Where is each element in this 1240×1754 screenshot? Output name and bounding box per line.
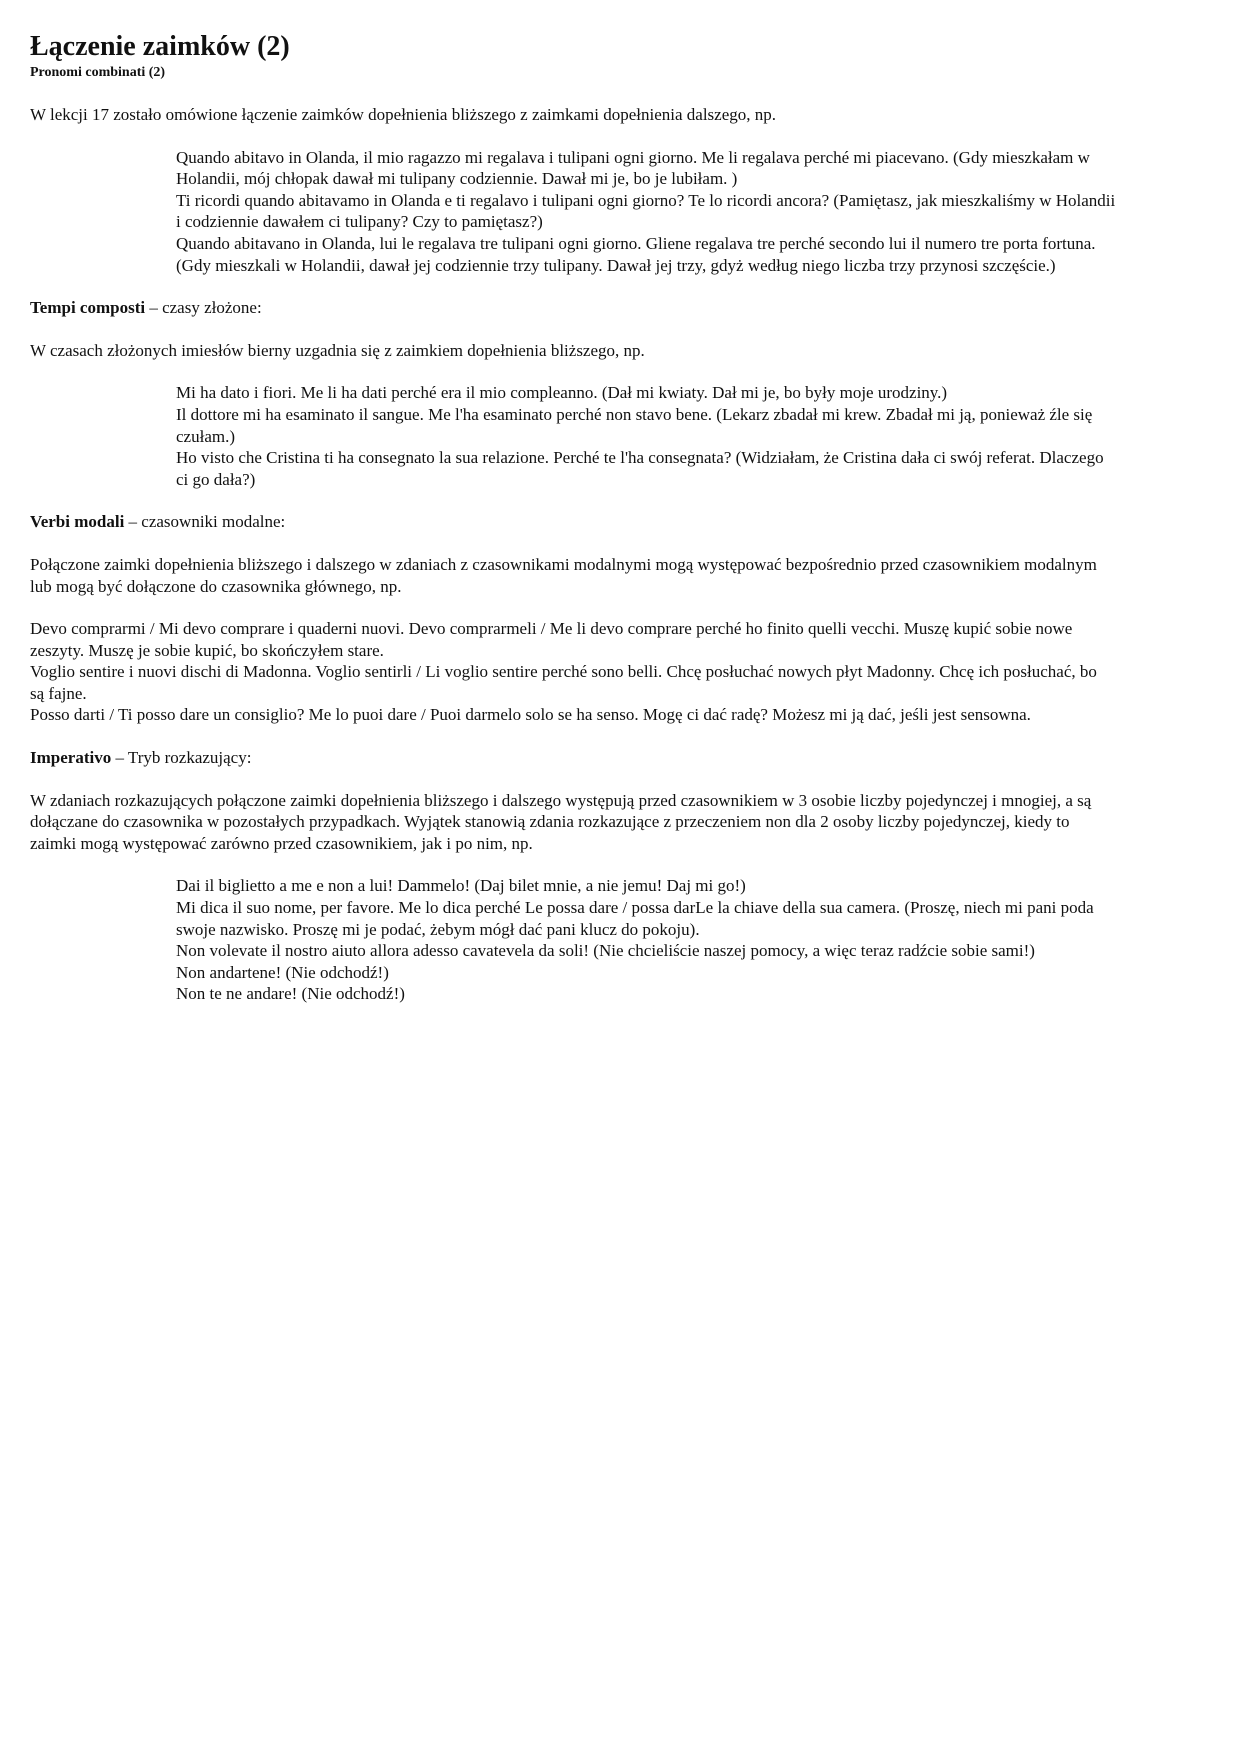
example-line: Quando abitavano in Olanda, lui le regalava tre tulipani ogni giorno. Gliene regalava tre perché secondo lui il numero tre porta fortuna. (Gdy mieszkali w Holandii, dawał jej codziennie trzy tulipany. Dawał jej trzy, gdyż według niego liczba trzy przynosi szczęście.) <box>176 233 1096 275</box>
example-line: Ho visto che Cristina ti ha consegnato la sua relazione. Perché te l'ha consegnata? (Widziałam, że Cristina dała ci swój referat. Dlaczego ci go dała?) <box>176 448 1104 489</box>
modali-examples <box>30 618 1100 726</box>
heading-term: Imperativo <box>30 748 112 768</box>
example-line: Dai il biglietto a me e non a lui! Dammelo! (Daj bilet mnie, a nie jemu! Daj mi go!) <box>176 876 746 896</box>
heading-translation: – czasy złożone: <box>145 298 262 318</box>
document-subtitle: Pronomi combinati (2) <box>30 65 166 80</box>
example-line: Mi dica il suo nome, per favore. Me lo dica perché Le possa dare / possa darLe la chiave della sua camera. (Proszę, niech mi pani poda swoje nazwisko. Proszę mi je podać, żebym mógł dać pani klucz do pokoju). <box>176 898 1094 939</box>
tempi-paragraph: W czasach złożonych imiesłów bierny uzgadnia się z zaimkiem dopełnienia bliższego, np. <box>30 340 645 360</box>
example-line: Non volevate il nostro aiuto allora adesso cavatevela da soli! (Nie chcieliście naszej pomocy, a więc teraz radźcie sobie sami!) <box>176 941 1035 961</box>
heading-term: Tempi composti <box>30 298 146 318</box>
example-line: Ti ricordi quando abitavamo in Olanda e ti regalavo i tulipani ogni giorno? Te lo ricordi ancora? (Pamiętasz, jak mieszkaliśmy w Holandii i codziennie dawałem ci tulipany? Czy to pamiętasz?) <box>176 190 1116 232</box>
imperativo-paragraph: W zdaniach rozkazujących połączone zaimki dopełnienia bliższego i dalszego występują przed czasownikiem w 3 osobie liczby pojedynczej i mnogiej, a są dołączane do czasownika w pozostałych przypadkach. Wyjątek stanowią zdania rozkazujące z przeczeniem non dla 2 osoby liczby pojedynczej, kiedy to zaimki mogą występować zarówno przed czasownikiem, jak i po nim, np. <box>30 790 1092 853</box>
example-line: Devo comprarmi / Mi devo comprare i quaderni nuovi. Devo comprarmeli / Me li devo comprare perché ho finito quelli vecchi. Muszę kupić sobie nowe zeszyty. Muszę je sobie kupić, bo skończyłem stare. <box>30 619 1073 660</box>
example-line: Quando abitavo in Olanda, il mio ragazzo mi regalava i tulipani ogni giorno. Me li regalava perché mi piacevano. (Gdy mieszkałam w Holandii, mój chłopak dawał mi tulipany codziennie. Dawał mi je, bo je lubiłam. ) <box>176 147 1090 189</box>
heading-translation: – Tryb rozkazujący: <box>111 748 252 768</box>
section-heading-imperativo <box>30 747 1100 769</box>
example-line: Posso darti / Ti posso dare un consiglio? Me lo puoi dare / Puoi darmelo solo se ha senso. Mogę ci dać radę? Możesz mi ją dać, jeśli jest sensowna. <box>30 705 1031 725</box>
intro-paragraph: W lekcji 17 zostało omówione łączenie zaimków dopełnienia bliższego z zaimkami dopełnienia dalszego, np. <box>30 105 777 124</box>
heading-term: Verbi modali <box>30 512 125 532</box>
example-line: Voglio sentire i nuovi dischi di Madonna. Voglio sentirli / Li voglio sentire perché sono belli. Chcę posłuchać nowych płyt Madonny. Chcę ich posłuchać, bo są fajne. <box>30 662 1097 703</box>
document-page <box>30 30 1116 1026</box>
example-line: Mi ha dato i fiori. Me li ha dati perché era il mio compleanno. (Dał mi kwiaty. Dał mi je, bo były moje urodziny.) <box>176 383 948 403</box>
intro-examples <box>176 147 1116 277</box>
example-line: Il dottore mi ha esaminato il sangue. Me l'ha esaminato perché non stavo bene. (Lekarz zbadał mi krew. Zbadał mi ją, ponieważ źle się czułam.) <box>176 404 1093 446</box>
imperativo-examples <box>176 875 1116 1005</box>
section-heading-modali <box>30 511 1100 533</box>
example-line: Non andartene! (Nie odchodź!) <box>176 962 389 982</box>
document-title: Łączenie zaimków (2) <box>30 31 290 62</box>
heading-translation: – czasowniki modalne: <box>124 512 286 532</box>
example-line: Non te ne andare! (Nie odchodź!) <box>176 984 405 1004</box>
section-heading-tempi <box>30 297 1100 319</box>
tempi-examples <box>176 382 1116 490</box>
modali-paragraph: Połączone zaimki dopełnienia bliższego i dalszego w zdaniach z czasownikami modalnymi mogą występować bezpośrednio przed czasownikiem modalnym lub mogą być dołączone do czasownika głównego, np. <box>30 554 1097 596</box>
